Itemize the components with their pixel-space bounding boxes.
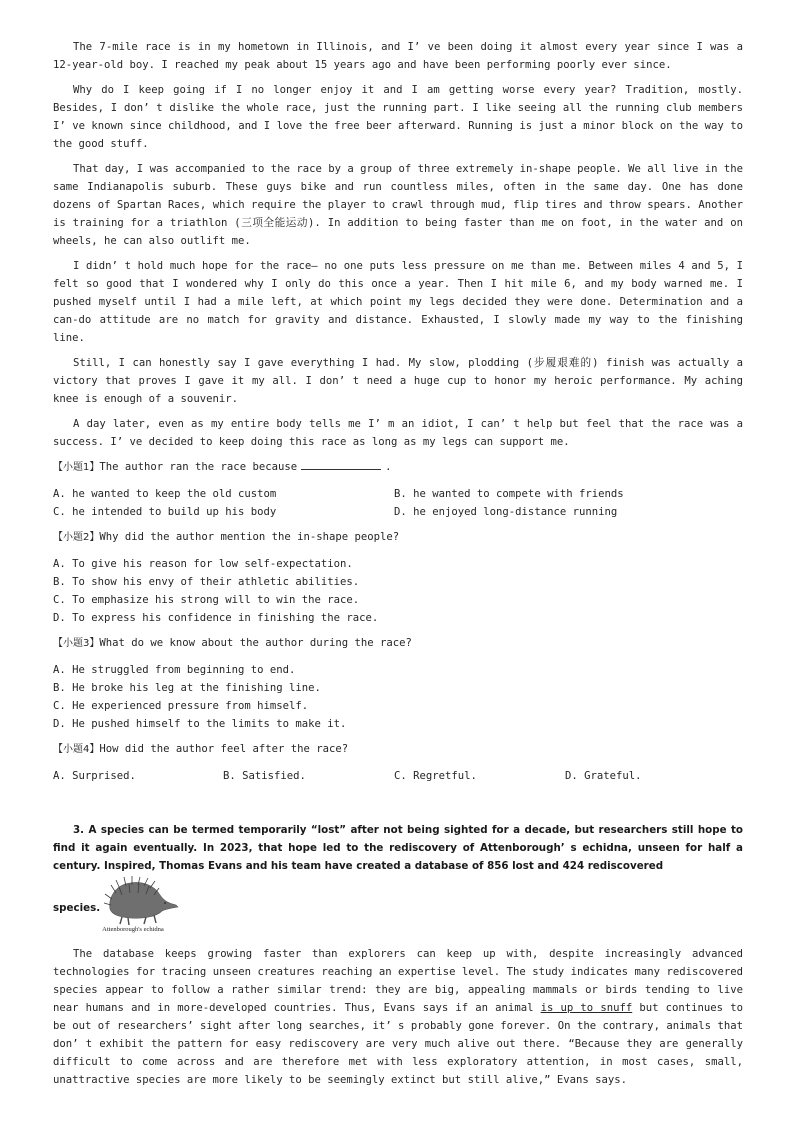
question-1-end: .	[385, 461, 392, 473]
option-c: C. he intended to build up his body	[53, 506, 277, 518]
option-a: A. Surprised.	[53, 770, 136, 782]
echidna-caption: Attenborough's echidna	[102, 926, 164, 933]
passage2-paragraph-5: Still, I can honestly say I gave everything I had. My slow, plodding (步履艰难的) finish was actually a victory that proves I gave it my all. I don’ t need a huge cup to honor my heroic performance. My aching knee is enough of a souvenir.	[53, 357, 743, 405]
passage3-intro: 3. A species can be termed temporarily “lost” after not being sighted for a decade, but researchers still hope to find it again eventually. In 2023, that hope led to the rediscovery of Attenborough’ s echidna, unseen for half a century. Inspired, Thomas Evans and his team have created a database of 856 lost and 424 rediscovered	[53, 824, 743, 872]
question-1-stem: The author ran the race because	[99, 461, 298, 473]
option-d: D. he enjoyed long-distance running	[394, 506, 618, 518]
passage2-paragraph-6: A day later, even as my entire body tells me I’ m an idiot, I can’ t help but feel that the race was a success. I’ ve decided to keep doing this race as long as my legs can support me.	[53, 418, 743, 448]
option-b: B. To show his envy of their athletic abilities.	[53, 576, 360, 588]
echidna-icon	[102, 875, 180, 927]
option-b: B. he wanted to compete with friends	[394, 488, 624, 500]
question-3	[53, 634, 743, 653]
question-1-tag: 【小题1】	[53, 462, 100, 473]
echidna-image	[102, 875, 180, 937]
option-a: A. To give his reason for low self-expectation.	[53, 558, 353, 570]
passage2-paragraph-2: Why do I keep going if I no longer enjoy it and I am getting worse every year? Tradition, mostly. Besides, I don’ t dislike the whole race, just the running part. I like seeing all the running club members I’ ve known since childhood, and I love the free beer afterward. Running is just a minor block on the way to the good stuff.	[53, 84, 743, 150]
option-a: A. he wanted to keep the old custom	[53, 488, 277, 500]
option-d: D. Grateful.	[565, 770, 642, 782]
question-4-options	[53, 767, 743, 785]
species-line	[53, 875, 743, 937]
question-2-stem: Why did the author mention the in-shape people?	[99, 531, 400, 543]
option-c: C. He experienced pressure from himself.	[53, 700, 309, 712]
passage3-intro-end: species.	[53, 902, 101, 914]
passage2-paragraph-1: The 7-mile race is in my hometown in Illinois, and I’ ve been doing it almost every year since I was a 12-year-old boy. I reached my peak about 15 years ago and have been performing poorly ever since.	[53, 41, 743, 71]
question-2-options	[53, 555, 743, 627]
question-4-stem: How did the author feel after the race?	[99, 743, 349, 755]
option-a: A. He struggled from beginning to end.	[53, 664, 296, 676]
question-3-tag: 【小题3】	[53, 638, 100, 649]
option-d: D. To express his confidence in finishing the race.	[53, 612, 379, 624]
underlined-phrase: is up to snuff	[540, 1002, 633, 1014]
answer-blank	[301, 458, 381, 470]
question-1-options	[53, 485, 743, 521]
question-2-tag: 【小题2】	[53, 532, 100, 543]
option-b: B. Satisfied.	[223, 770, 306, 782]
question-3-options	[53, 661, 743, 733]
question-2	[53, 528, 743, 547]
passage3-body	[53, 945, 743, 1089]
option-c: C. Regretful.	[394, 770, 477, 782]
option-c: C. To emphasize his strong will to win the race.	[53, 594, 360, 606]
passage3-body-end: but continues to be out of researchers’ sight after long searches, it’ s probably gone forever. On the contrary, animals that don’ t exhibit the pattern for easy rediscovery are very much alive out there. “Because they are generally difficult to come across and are therefore met with less exploratory attention, in most cases, small, unattractive species are more likely to be seemingly extinct but still alive,” Evans says.	[53, 1002, 743, 1086]
option-b: B. He broke his leg at the finishing line.	[53, 682, 321, 694]
passage3-body-start: The database keeps growing faster than explorers can keep up with, despite increasingly advanced technologies for tracing unseen creatures reaching an expertise level. The study indicates many rediscovered species appear to follow a rather similar trend: they are big, appealing mammals or birds tending to live near humans and in more-developed countries. Thus, Evans says if an animal	[53, 948, 743, 1014]
question-3-stem: What do we know about the author during the race?	[99, 637, 412, 649]
question-1	[53, 458, 743, 477]
passage2-paragraph-3: That day, I was accompanied to the race by a group of three extremely in-shape people. We all live in the same Indianapolis suburb. These guys bike and run countless miles, often in the same day. One has done dozens of Spartan Races, which require the player to crawl through mud, flip tires and throw spears. Another is training for a triathlon (三项全能运动). In addition to being faster than me on foot, in the water and on wheels, he can also outlift me.	[53, 163, 743, 247]
page	[53, 38, 743, 1096]
question-4	[53, 740, 743, 759]
option-d: D. He pushed himself to the limits to make it.	[53, 718, 347, 730]
passage2-paragraph-4: I didn’ t hold much hope for the race— no one puts less pressure on me than me. Between miles 4 and 5, I felt so good that I wondered why I only do this once a year. Then I hit mile 6, and my body warned me. I pushed myself until I had a mile left, at which point my legs decided they were done. Determination and a can-do attitude are no match for gravity and distance. Exhausted, I slowly made my way to the finishing line.	[53, 260, 743, 344]
question-4-tag: 【小题4】	[53, 744, 100, 755]
